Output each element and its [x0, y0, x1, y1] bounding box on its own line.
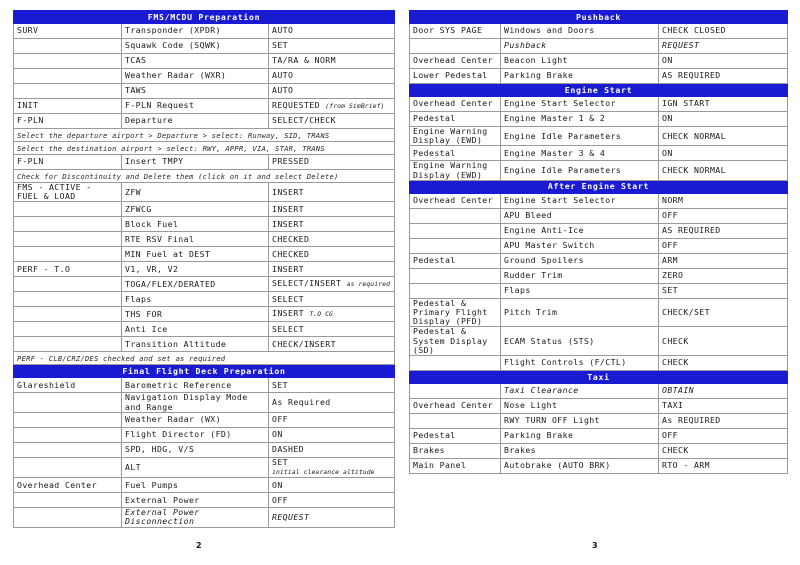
checklist-row — [14, 114, 395, 129]
row-item: Flight Director (FD) — [122, 427, 269, 442]
row-panel: Door SYS PAGE — [410, 24, 501, 39]
row-panel: FMS - ACTIVE - FUEL & LOAD — [14, 183, 122, 202]
row-action: SELECT/CHECK — [269, 114, 395, 129]
row-action: CHECKED — [269, 232, 395, 247]
row-panel: Overhead Center — [410, 193, 501, 208]
row-panel — [410, 384, 501, 399]
action-subtext: as required — [346, 280, 391, 289]
row-action: ON — [269, 478, 395, 493]
row-action: ON — [659, 54, 788, 69]
row-item: Autobrake (AUTO BRK) — [501, 459, 659, 474]
note-text: Select the departure airport > Departure > select: Runway, SID, TRANS — [14, 129, 395, 142]
row-panel — [14, 457, 122, 477]
row-item: F-PLN Request — [122, 99, 269, 114]
row-item: External Power Disconnection — [122, 508, 269, 527]
checklist-row — [14, 508, 395, 527]
page-number-left: 2 — [196, 541, 202, 550]
row-action: PRESSED — [269, 155, 395, 170]
section-header-row — [14, 365, 395, 378]
row-item: TOGA/FLEX/DERATED — [122, 277, 269, 292]
row-item: Pitch Trim — [501, 298, 659, 327]
row-panel: Overhead Center — [14, 478, 122, 493]
checklist-row — [410, 238, 788, 253]
row-action: ON — [269, 427, 395, 442]
checklist-row — [410, 208, 788, 223]
row-action: REQUEST — [269, 508, 395, 527]
row-panel: Overhead Center — [410, 399, 501, 414]
row-item: RWY TURN OFF Light — [501, 414, 659, 429]
row-action: CHECK — [659, 444, 788, 459]
row-action: IGN START — [659, 97, 788, 112]
checklist-row — [410, 253, 788, 268]
row-action: SET — [269, 39, 395, 54]
row-action: As REQUIRED — [659, 414, 788, 429]
row-action: OFF — [269, 412, 395, 427]
row-panel: F-PLN — [14, 114, 122, 129]
row-item: Engine Start Selector — [501, 193, 659, 208]
row-panel: Engine Warning Display (EWD) — [410, 127, 501, 146]
row-panel: Pedestal & Primary Flight Display (PFD) — [410, 298, 501, 327]
checklist-row — [410, 444, 788, 459]
row-item: Engine Master 1 & 2 — [501, 112, 659, 127]
action-subtext: initial clearance altitude — [272, 468, 375, 477]
checklist-row — [14, 442, 395, 457]
row-panel — [14, 307, 122, 322]
checklist-row — [14, 247, 395, 262]
row-action: OFF — [269, 493, 395, 508]
row-item: Weather Radar (WX) — [122, 412, 269, 427]
row-item: ZFW — [122, 183, 269, 202]
checklist-row — [14, 277, 395, 292]
row-item: Windows and Doors — [501, 24, 659, 39]
row-item: Anti Ice — [122, 322, 269, 337]
row-item: RTE RSV Final — [122, 232, 269, 247]
action-subtext: T.O CG — [309, 310, 333, 319]
row-panel — [14, 322, 122, 337]
row-action: AUTO — [269, 69, 395, 84]
row-action: OBTAIN — [659, 384, 788, 399]
row-panel: Pedestal & System Display (SD) — [410, 327, 501, 356]
checklist-row — [14, 412, 395, 427]
checklist-row — [14, 69, 395, 84]
checklist-row — [14, 183, 395, 202]
row-action: REQUESTED (from SimBrief) — [269, 99, 395, 114]
checklist-row — [410, 399, 788, 414]
row-item: Beacon Light — [501, 54, 659, 69]
section-header-row — [410, 11, 788, 24]
row-item: Rudder Trim — [501, 268, 659, 283]
row-item: Squawk Code (SQWK) — [122, 39, 269, 54]
row-item: Pushback — [501, 39, 659, 54]
row-panel: Pedestal — [410, 253, 501, 268]
row-panel — [410, 208, 501, 223]
row-action: OFF — [659, 238, 788, 253]
row-panel: Overhead Center — [410, 54, 501, 69]
row-item: Taxi Clearance — [501, 384, 659, 399]
row-panel — [14, 84, 122, 99]
checklist-row — [14, 54, 395, 69]
row-item: TCAS — [122, 54, 269, 69]
row-panel — [14, 508, 122, 527]
row-action: ON — [659, 146, 788, 161]
row-panel: INIT — [14, 99, 122, 114]
row-item: Flaps — [501, 283, 659, 298]
row-panel — [410, 268, 501, 283]
checklist-row — [410, 414, 788, 429]
row-action: CHECK — [659, 327, 788, 356]
checklist-row — [14, 99, 395, 114]
checklist-row — [410, 69, 788, 84]
row-action: INSERT — [269, 262, 395, 277]
row-panel — [14, 427, 122, 442]
action-subtext: (from SimBrief) — [325, 101, 385, 110]
note-text: Check for Discontinuity and Delete them (click on it and select Delete) — [14, 170, 395, 183]
row-item: TAWS — [122, 84, 269, 99]
row-panel — [410, 39, 501, 54]
row-action: ARM — [659, 253, 788, 268]
row-action: OFF — [659, 429, 788, 444]
row-panel: Pedestal — [410, 112, 501, 127]
note-row — [14, 352, 395, 365]
row-panel: Lower Pedestal — [410, 69, 501, 84]
row-panel — [14, 247, 122, 262]
row-panel: Pedestal — [410, 429, 501, 444]
section-title: Final Flight Deck Preparation — [14, 365, 395, 378]
row-item: External Power — [122, 493, 269, 508]
row-action: CHECKED — [269, 247, 395, 262]
checklist-row — [14, 322, 395, 337]
right-column — [409, 10, 787, 474]
row-panel — [14, 412, 122, 427]
checklist-row — [410, 127, 788, 146]
row-action: CHECK — [659, 356, 788, 371]
row-action: CHECK/INSERT — [269, 337, 395, 352]
row-action: INSERT T.O CG — [269, 307, 395, 322]
checklist-row — [410, 39, 788, 54]
row-action: SELECT — [269, 322, 395, 337]
row-item: Brakes — [501, 444, 659, 459]
row-panel — [14, 54, 122, 69]
row-action: SELECT/INSERT as required — [269, 277, 395, 292]
checklist-row — [14, 337, 395, 352]
row-action: CHECK NORMAL — [659, 127, 788, 146]
row-item: ALT — [122, 457, 269, 477]
note-text: Select the destination airport > select: RWY, APPR, VIA, STAR, TRANS — [14, 142, 395, 155]
row-item: V1, VR, V2 — [122, 262, 269, 277]
checklist-table-left — [13, 10, 395, 528]
section-title: Taxi — [410, 371, 788, 384]
checklist-row — [410, 356, 788, 371]
row-action: AUTO — [269, 84, 395, 99]
row-item: Weather Radar (WXR) — [122, 69, 269, 84]
row-panel — [14, 69, 122, 84]
row-panel: F-PLN — [14, 155, 122, 170]
row-item: Insert TMPY — [122, 155, 269, 170]
checklist-row — [14, 24, 395, 39]
row-panel: SURV — [14, 24, 122, 39]
note-text: PERF - CLB/CRZ/DES checked and set as required — [14, 352, 395, 365]
checklist-row — [14, 478, 395, 493]
row-item: MIN Fuel at DEST — [122, 247, 269, 262]
row-panel — [410, 238, 501, 253]
section-title: Engine Start — [410, 84, 788, 97]
row-item: Parking Brake — [501, 69, 659, 84]
row-panel — [14, 202, 122, 217]
checklist-row — [410, 429, 788, 444]
checklist-row — [14, 307, 395, 322]
note-row — [14, 142, 395, 155]
row-panel — [410, 356, 501, 371]
row-item: Nose Light — [501, 399, 659, 414]
row-action: OFF — [659, 208, 788, 223]
row-panel: Main Panel — [410, 459, 501, 474]
checklist-row — [14, 232, 395, 247]
row-panel — [14, 393, 122, 412]
row-action: AS REQUIRED — [659, 223, 788, 238]
row-panel — [14, 337, 122, 352]
row-action: SET — [269, 378, 395, 393]
row-action: TAXI — [659, 399, 788, 414]
checklist-row — [14, 155, 395, 170]
note-row — [14, 170, 395, 183]
row-action: INSERT — [269, 202, 395, 217]
checklist-row — [410, 298, 788, 327]
row-action: RTO - ARM — [659, 459, 788, 474]
row-panel: Engine Warning Display (EWD) — [410, 161, 501, 180]
row-action: SELECT — [269, 292, 395, 307]
checklist-table-right — [409, 10, 788, 474]
checklist-row — [410, 283, 788, 298]
row-item: SPD, HDG, V/S — [122, 442, 269, 457]
checklist-row — [14, 292, 395, 307]
checklist-row — [14, 457, 395, 477]
section-header-row — [410, 180, 788, 193]
section-header-row — [14, 11, 395, 24]
checklist-row — [14, 217, 395, 232]
note-row — [14, 129, 395, 142]
checklist-row — [14, 393, 395, 412]
checklist-row — [410, 193, 788, 208]
row-action: ON — [659, 112, 788, 127]
row-item: Navigation Display Mode and Range — [122, 393, 269, 412]
row-action: ZERO — [659, 268, 788, 283]
checklist-row — [14, 378, 395, 393]
checklist-row — [410, 161, 788, 180]
checklist-row — [410, 459, 788, 474]
checklist-row — [410, 327, 788, 356]
row-panel: Pedestal — [410, 146, 501, 161]
row-item: Departure — [122, 114, 269, 129]
checklist-row — [410, 223, 788, 238]
checklist-row — [14, 262, 395, 277]
row-action: SET initial clearance altitude — [269, 457, 395, 477]
row-panel — [14, 39, 122, 54]
checklist-row — [14, 39, 395, 54]
row-action: INSERT — [269, 183, 395, 202]
row-panel — [14, 292, 122, 307]
row-panel — [410, 414, 501, 429]
row-action: CHECK CLOSED — [659, 24, 788, 39]
section-header-row — [410, 371, 788, 384]
row-action: REQUEST — [659, 39, 788, 54]
row-action: DASHED — [269, 442, 395, 457]
row-panel: Glareshield — [14, 378, 122, 393]
row-panel — [14, 442, 122, 457]
row-item: Ground Spoilers — [501, 253, 659, 268]
section-title: After Engine Start — [410, 180, 788, 193]
row-item: APU Master Switch — [501, 238, 659, 253]
row-action: As Required — [269, 393, 395, 412]
row-panel: PERF - T.O — [14, 262, 122, 277]
row-item: ECAM Status (STS) — [501, 327, 659, 356]
checklist-row — [410, 54, 788, 69]
checklist-row — [410, 112, 788, 127]
row-action: NORM — [659, 193, 788, 208]
row-item: Flight Controls (F/CTL) — [501, 356, 659, 371]
checklist-row — [14, 84, 395, 99]
row-item: Fuel Pumps — [122, 478, 269, 493]
row-item: Flaps — [122, 292, 269, 307]
row-item: Engine Idle Parameters — [501, 161, 659, 180]
row-action: AS REQUIRED — [659, 69, 788, 84]
checklist-row — [14, 202, 395, 217]
page-number-right: 3 — [592, 541, 598, 550]
checklist-row — [410, 24, 788, 39]
row-panel — [410, 283, 501, 298]
row-item: Engine Start Selector — [501, 97, 659, 112]
section-title: Pushback — [410, 11, 788, 24]
left-column — [13, 10, 394, 528]
row-panel: Overhead Center — [410, 97, 501, 112]
checklist-row — [410, 146, 788, 161]
row-action: CHECK/SET — [659, 298, 788, 327]
row-action: CHECK NORMAL — [659, 161, 788, 180]
row-item: APU Bleed — [501, 208, 659, 223]
row-panel — [14, 217, 122, 232]
row-action: AUTO — [269, 24, 395, 39]
row-action: INSERT — [269, 217, 395, 232]
row-action: SET — [659, 283, 788, 298]
row-item: Barometric Reference — [122, 378, 269, 393]
row-item: Transponder (XPDR) — [122, 24, 269, 39]
checklist-row — [410, 97, 788, 112]
row-panel — [14, 232, 122, 247]
row-item: Transition Altitude — [122, 337, 269, 352]
row-item: Parking Brake — [501, 429, 659, 444]
row-item: ZFWCG — [122, 202, 269, 217]
row-action: TA/RA & NORM — [269, 54, 395, 69]
row-panel — [410, 223, 501, 238]
checklist-row — [14, 427, 395, 442]
row-item: Engine Master 3 & 4 — [501, 146, 659, 161]
row-panel — [14, 277, 122, 292]
row-item: Block Fuel — [122, 217, 269, 232]
row-item: Engine Idle Parameters — [501, 127, 659, 146]
row-item: Engine Anti-Ice — [501, 223, 659, 238]
row-item: THS FOR — [122, 307, 269, 322]
row-panel — [14, 493, 122, 508]
row-panel: Brakes — [410, 444, 501, 459]
section-title: FMS/MCDU Preparation — [14, 11, 395, 24]
checklist-row — [410, 268, 788, 283]
section-header-row — [410, 84, 788, 97]
checklist-row — [14, 493, 395, 508]
checklist-row — [410, 384, 788, 399]
